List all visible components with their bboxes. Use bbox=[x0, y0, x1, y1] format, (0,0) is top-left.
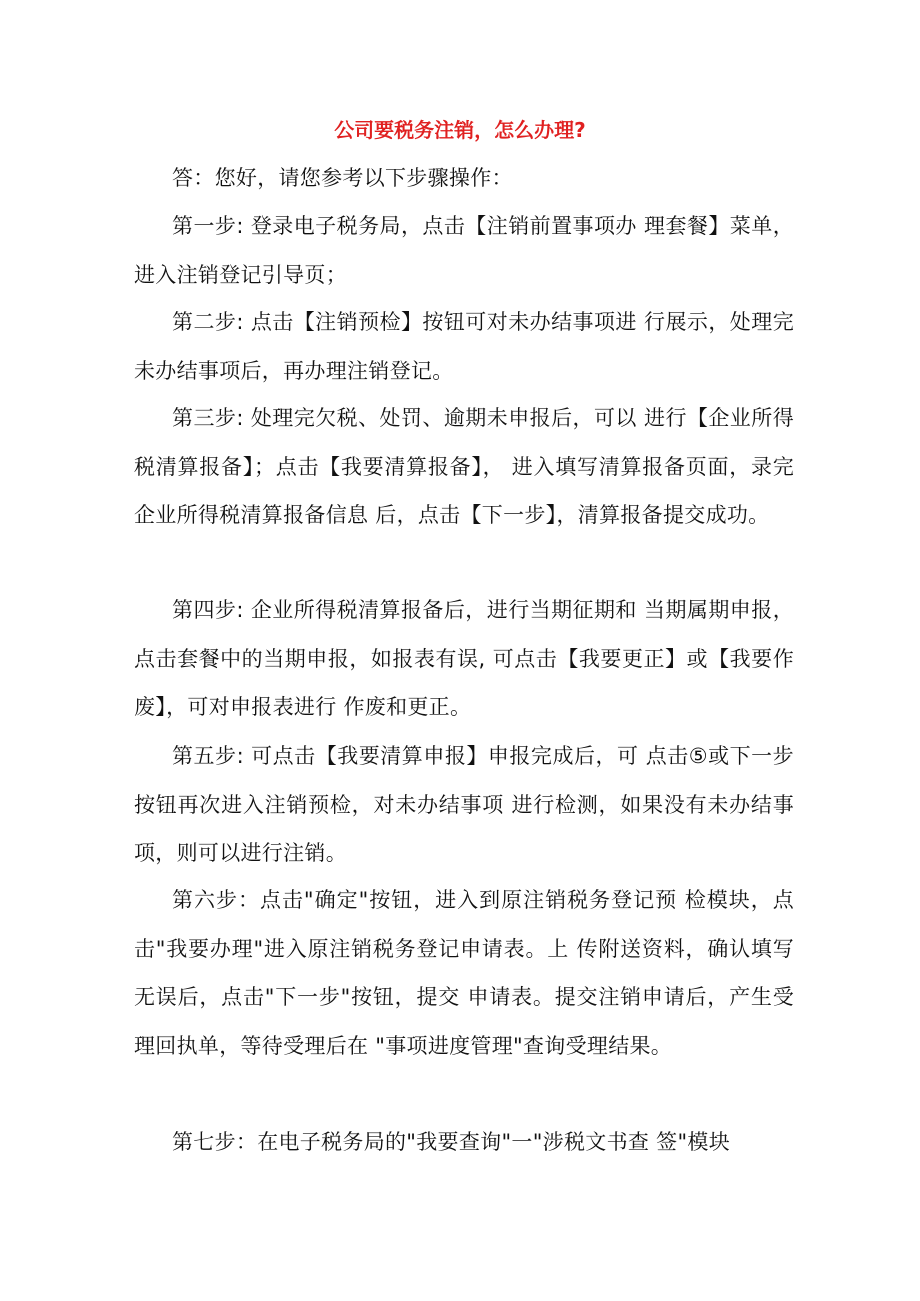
step-4-paragraph: 第四步: 企业所得税清算报备后，进行当期征期和 当期属期申报，点击套餐中的当期申报，如报表有误, 可点击【我要更正】或【我要作废】，可对申报表进行 作废和更正。 bbox=[134, 598, 794, 719]
step-7-paragraph: 第七步：在电子税务局的"我要查询"一"涉税文书查 签"模块 bbox=[172, 1130, 731, 1154]
step-6-paragraph: 第六步：点击"确定"按钮，进入到原注销税务登记预 检模块，点击"我要办理"进入原注销税务登记申请表。上 传附送资料，确认填写无误后，点击"下一步"按钮，提交 申请表。提交注销申请后，产生受理回执单，等待受理后在 "事项进度管理"查询受理结果。 bbox=[134, 888, 794, 1058]
document-title: 公司要税务注销，怎么办理? bbox=[334, 118, 586, 142]
step-5-paragraph: 第五步: 可点击【我要清算申报】申报完成后，可 点击⑤或下一步按钮再次进入注销预检，对未办结事项 进行检测，如果没有未办结事项，则可以进行注销。 bbox=[134, 744, 794, 865]
answer-intro-paragraph: 答：您好，请您参考以下步骤操作： bbox=[172, 166, 513, 190]
step-3-paragraph: 第三步: 处理完欠税、处罚、逾期未申报后，可以 进行【企业所得税清算报备】；点击【我要清算报备】， 进入填写清算报备页面，录完企业所得税清算报备信息 后，点击【下一步】，清算报备提交成功。 bbox=[134, 406, 794, 527]
step-2-paragraph: 第二步: 点击【注销预检】按钮可对未办结事项进 行展示，处理完未办结事项后，再办理注销登记。 bbox=[134, 310, 794, 383]
step-1-paragraph: 第一步: 登录电子税务局，点击【注销前置事项办 理套餐】菜单，进入注销登记引导页； bbox=[134, 214, 794, 287]
